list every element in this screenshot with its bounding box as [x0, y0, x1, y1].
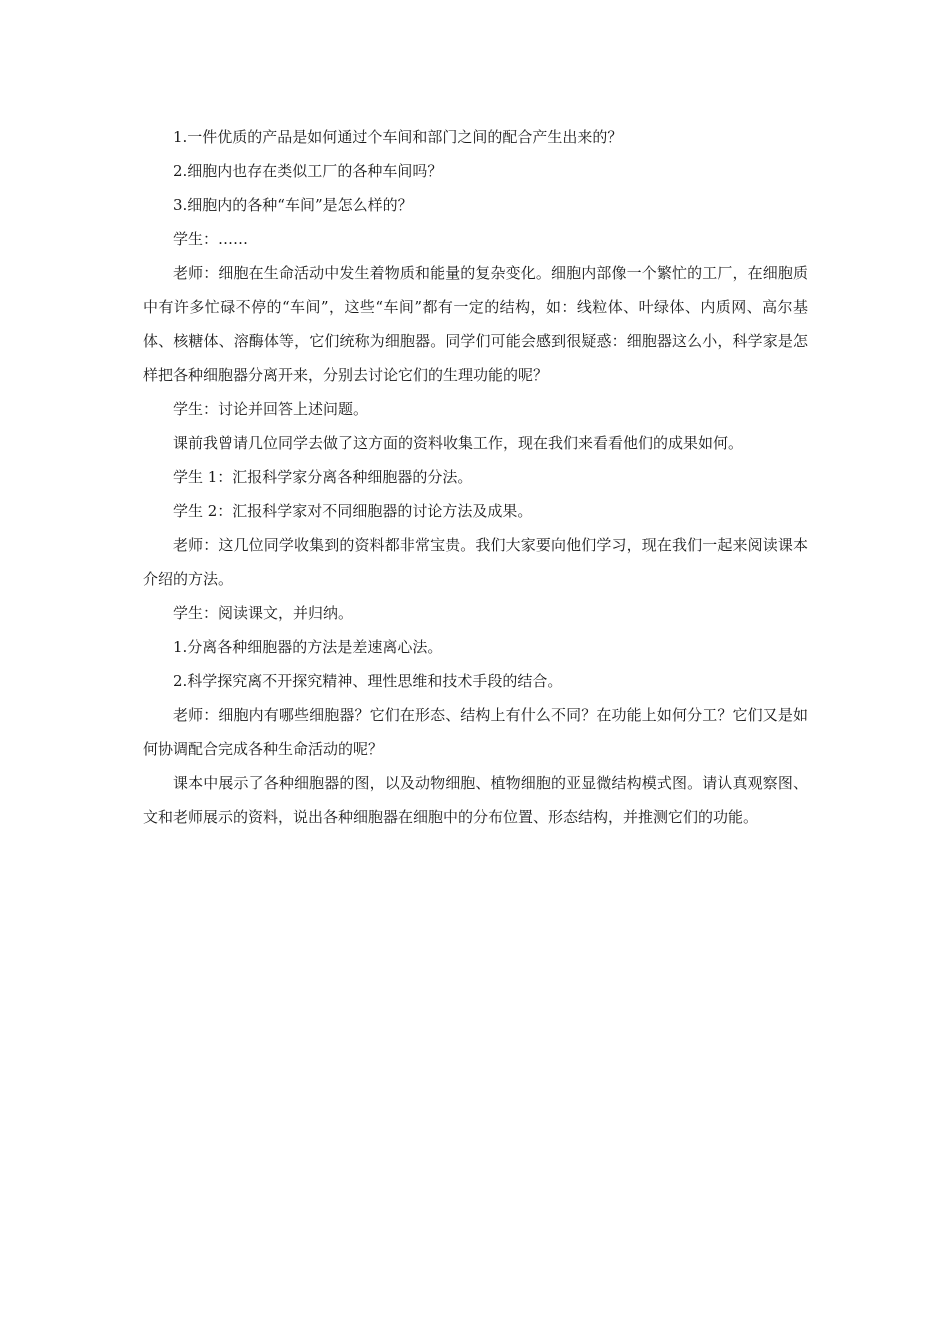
paragraph-summary-2: 2.科学探究离不开探究精神、理性思维和技术手段的结合。 [173, 672, 563, 690]
paragraph-question-1: 1.一件优质的产品是如何通过个车间和部门之间的配合产生出来的？ [173, 128, 623, 146]
paragraph-teacher-questions: 老师：细胞内有哪些细胞器？它们在形态、结构上有什么不同？在功能上如何分工？它们又是如何协调配合完成各种生命活动的呢？ [143, 706, 808, 758]
paragraph-student-discuss: 学生：讨论并回答上述问题。 [173, 400, 369, 418]
paragraph-teacher-intro: 老师：细胞在生命活动中发生着物质和能量的复杂变化。细胞内部像一个繁忙的工厂，在细胞质中有许多忙碌不停的“车间”，这些“车间”都有一定的结构，如：线粒体、叶绿体、内质网、高尔基体、核糖体、溶酶体等，它们统称为细胞器。同学们可能会感到很疑惑：细胞器这么小，科学家是怎样把各种细胞器分离开来，分别去讨论它们的生理功能的呢？ [143, 264, 808, 384]
paragraph-student-read: 学生：阅读课文，并归纳。 [173, 604, 354, 622]
paragraph-textbook-task: 课本中展示了各种细胞器的图，以及动物细胞、植物细胞的亚显微结构模式图。请认真观察图、文和老师展示的资料，说出各种细胞器在细胞中的分布位置、形态结构，并推测它们的功能。 [143, 774, 808, 826]
paragraph-student-2-report: 学生 2：汇报科学家对不同细胞器的讨论方法及成果。 [173, 502, 533, 520]
paragraph-question-3: 3.细胞内的各种“车间”是怎么样的？ [173, 196, 413, 214]
paragraph-student-reply: 学生：…… [173, 230, 249, 248]
paragraph-teacher-collect: 课前我曾请几位同学去做了这方面的资料收集工作，现在我们来看看他们的成果如何。 [173, 434, 744, 452]
document-body [143, 120, 808, 834]
paragraph-summary-1: 1.分离各种细胞器的方法是差速离心法。 [173, 638, 443, 656]
paragraph-teacher-read: 老师：这几位同学收集到的资料都非常宝贵。我们大家要向他们学习，现在我们一起来阅读课本介绍的方法。 [143, 536, 808, 588]
paragraph-question-2: 2.细胞内也存在类似工厂的各种车间吗？ [173, 162, 443, 180]
paragraph-student-1-report: 学生 1：汇报科学家分离各种细胞器的分法。 [173, 468, 473, 486]
